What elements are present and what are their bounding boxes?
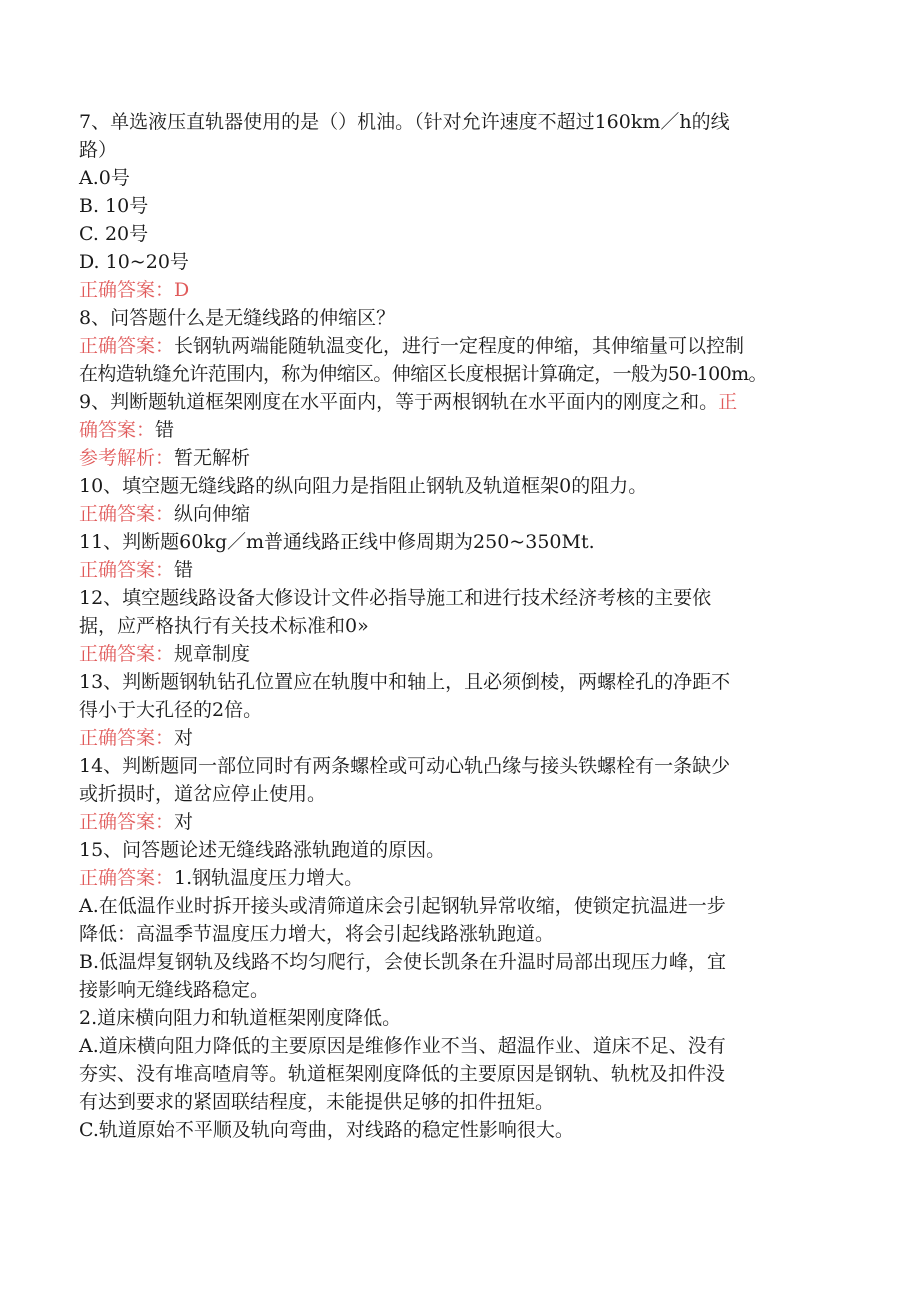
answer-label: 确答案：	[79, 419, 156, 441]
q9-question: 9、判断题轨道框架刚度在水平面内，等于两根钢轨在水平面内的刚度之和。	[79, 391, 719, 413]
q12-question-line-2: 据，应严格执行有关技术标准和0»	[79, 615, 369, 637]
q15-answer-first	[79, 864, 831, 892]
q15-answer-line: B.低温焊复钢轨及线路不均匀爬行，会使长凯条在升温时局部出现压力峰，宜	[79, 951, 727, 973]
answer-value: 1.钢轨温度压力增大。	[174, 867, 364, 889]
q9-analysis	[79, 444, 831, 472]
q12-answer	[79, 640, 831, 668]
answer-label: 正确答案：	[79, 811, 175, 833]
q15-answer-line: A.道床横向阻力降低的主要原因是维修作业不当、超温作业、道床不足、没有	[79, 1035, 726, 1057]
q15-answer-line: 接影响无缝线路稳定。	[79, 979, 270, 1001]
q14-question-line-2: 或折损时，道岔应停止使用。	[79, 783, 327, 805]
answer-label: 正确答案：	[79, 335, 175, 357]
analysis-value: 暂无解析	[174, 447, 251, 469]
q7-question-line-1: 7、单选液压直轨器使用的是（）机油。（针对允许速度不超过160km／h的线	[79, 111, 730, 133]
answer-value: 对	[174, 727, 194, 749]
answer-label: 正确答案：	[79, 643, 175, 665]
q7-option-a: A.0号	[79, 167, 130, 189]
q15-question: 15、问答题论述无缝线路涨轨跑道的原因。	[79, 839, 446, 861]
q15-answer-line: C.轨道原始不平顺及轨向弯曲，对线路的稳定性影响很大。	[79, 1119, 574, 1141]
answer-value: 规章制度	[174, 643, 251, 665]
q7-question-line-2: 路）	[79, 139, 118, 161]
q8-question: 8、问答题什么是无缝线路的伸缩区？	[79, 307, 396, 329]
q11-question: 11、判断题60kg／m普通线路正线中修周期为250~350Mt.	[79, 531, 595, 553]
answer-value: 对	[174, 811, 194, 833]
q8-answer-line-1	[79, 332, 831, 360]
answer-value: 纵向伸缩	[174, 503, 251, 525]
q15-answer-line: 夯实、没有堆高喳肩等。轨道框架刚度降低的主要原因是钢轨、轨枕及扣件没	[79, 1063, 726, 1085]
q13-question-line-2: 得小于大孔径的2倍。	[79, 699, 263, 721]
answer-label: 正确答案：	[79, 559, 175, 581]
answer-label: 正确答案：	[79, 279, 175, 301]
q7-option-b: B. 10号	[79, 195, 149, 217]
q15-answer-line: A.在低温作业时拆开接头或清筛道床会引起钢轨异常收缩，使锁定抗温进一步	[79, 895, 726, 917]
answer-label: 正确答案：	[79, 727, 175, 749]
q13-answer	[79, 724, 831, 752]
answer-value: 错	[174, 559, 194, 581]
q7-answer	[79, 276, 831, 304]
q12-question-line-1: 12、填空题线路设备大修设计文件必指导施工和进行技术经济考核的主要依	[79, 587, 712, 609]
q15-answer-line: 有达到要求的紧固联结程度，未能提供足够的扣件扭矩。	[79, 1091, 555, 1113]
answer-label: 正确答案：	[79, 503, 175, 525]
q7-option-d: D. 10~20号	[79, 251, 189, 273]
q10-answer	[79, 500, 831, 528]
q14-answer	[79, 808, 831, 836]
q11-answer	[79, 556, 831, 584]
q9-question-line	[79, 388, 831, 416]
q7-option-c: C. 20号	[79, 223, 149, 245]
answer-label: 正确答案：	[79, 867, 175, 889]
answer-value: 错	[155, 419, 175, 441]
q15-answer-line: 2.道床横向阻力和轨道框架刚度降低。	[79, 1007, 402, 1029]
answer-value: D	[174, 279, 190, 301]
q15-answer-line: 降低：高温季节温度压力增大，将会引起线路涨轨跑道。	[79, 923, 555, 945]
q8-answer-line-2: 在构造轨缝允许范围内，称为伸缩区。伸缩区长度根据计算确定，一般为50-100m。	[79, 363, 767, 385]
document-page	[79, 108, 831, 1144]
answer-value: 长钢轨两端能随轨温变化，进行一定程度的伸缩，其伸缩量可以控制	[174, 335, 745, 357]
q14-question-line-1: 14、判断题同一部位同时有两条螺栓或可动心轨凸缘与接头铁螺栓有一条缺少	[79, 755, 731, 777]
q10-question: 10、填空题无缝线路的纵向阻力是指阻止钢轨及轨道框架0的阻力。	[79, 475, 648, 497]
answer-label-part: 正	[718, 391, 738, 413]
q13-question-line-1: 13、判断题钢轨钻孔位置应在轨腹中和轴上，且必须倒棱，两螺栓孔的净距不	[79, 671, 731, 693]
analysis-label: 参考解析：	[79, 447, 175, 469]
q9-answer	[79, 416, 831, 444]
